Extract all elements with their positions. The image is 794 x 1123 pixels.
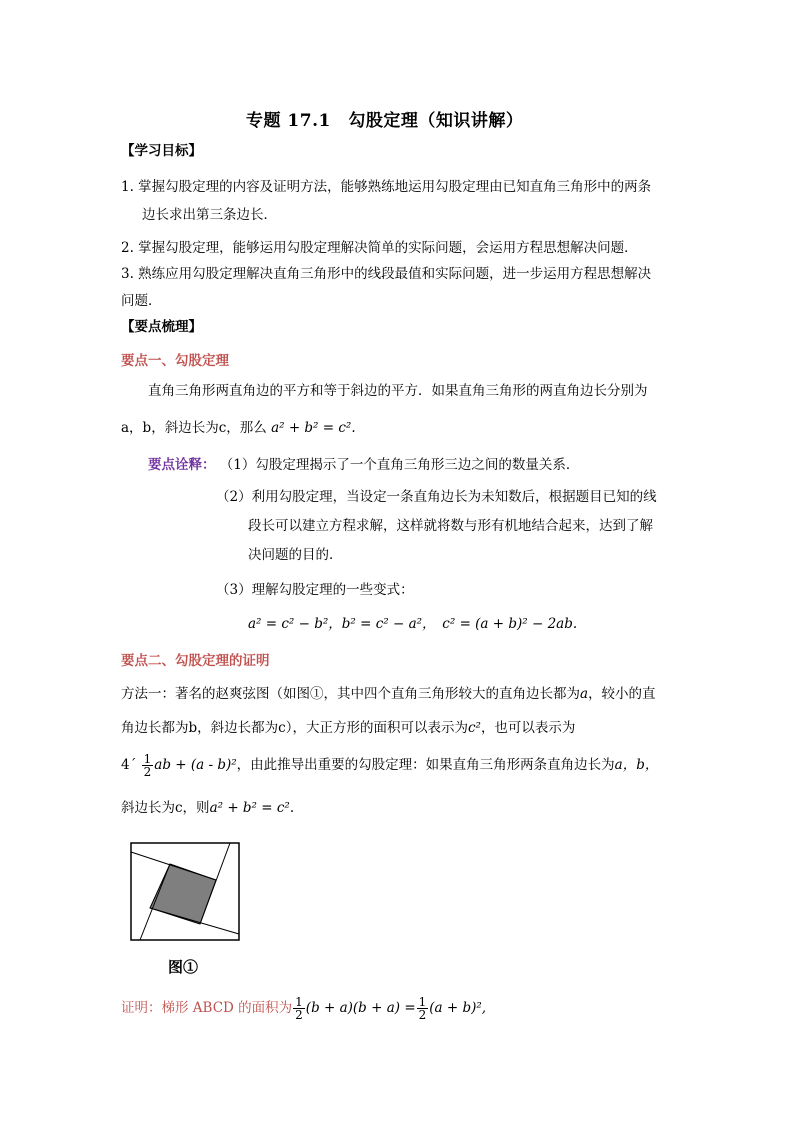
method-1-line-4-text: 斜边长为c，则	[121, 800, 210, 816]
note-3: （3）理解勾股定理的一些变式：	[216, 582, 414, 598]
goal-1-line-1: 1. 掌握勾股定理的内容及证明方法，能够熟练地运用勾股定理由已知直角三角形中的两条	[121, 179, 652, 195]
proof-expression-1: (b + a)(b + a) =	[305, 1000, 416, 1016]
method-1-line-3-vars: a，b，	[614, 757, 659, 773]
proof-fraction-1	[293, 996, 305, 1021]
note-2-line-3: 决问题的目的．	[248, 547, 343, 563]
method-1-text: 方法一：著名的赵爽弦图（如图①，其中四个直角三角形较大的直角边长都为	[121, 686, 580, 702]
proof-expression-2: (a + b)²,	[429, 1000, 487, 1016]
method-1-line-2	[121, 716, 575, 736]
goal-2: 2. 掌握勾股定理，能够运用勾股定理解决简单的实际问题，会运用方程思想解决问题．	[121, 240, 638, 256]
method-1-line-2-text: 角边长都为b，斜边长都为c），大正方形的面积可以表示为	[121, 720, 468, 736]
proof-fraction-1-num: 1	[295, 995, 303, 1009]
fraction-numerator: 1	[143, 752, 152, 766]
method-1-line-4	[121, 796, 294, 816]
method-1-line-1	[121, 682, 656, 702]
proof-text: 证明：梯形 ABCD 的面积为	[121, 1000, 293, 1016]
c-squared: c²	[467, 720, 481, 736]
fraction-denominator: 2	[143, 765, 152, 779]
section-points-heading: 【要点梳理】	[121, 319, 202, 335]
note-1-row	[148, 453, 579, 473]
proof-fraction-2-den: 2	[418, 1008, 427, 1022]
goal-3-line-2: 问题．	[121, 293, 162, 309]
proof-fraction-2	[417, 996, 429, 1021]
note-2-line-1: （2）利用勾股定理，当设定一条直角边长为未知数后，根据题目已知的线	[216, 489, 657, 505]
section-goals-heading: 【学习目标】	[121, 143, 202, 159]
note-label: 要点诠释：	[148, 457, 216, 473]
area-expression: ab + (a - b)²	[154, 757, 237, 773]
zhao-shuang-diagram	[130, 842, 240, 942]
point-1-line-2	[121, 416, 356, 436]
point-1-heading: 要点一、勾股定理	[121, 353, 229, 369]
goal-1-line-2: 边长求出第三条边长．	[142, 207, 277, 223]
proof-fraction-2-num: 1	[418, 995, 427, 1009]
proof-line	[121, 996, 486, 1021]
variant-formulas: a² = c² − b²，b² = c² − a²， c² = (a + b)² − 2ab.	[248, 616, 578, 632]
four-times: 4´	[121, 757, 137, 773]
method-1-line-2-end: ，也可以表示为	[480, 720, 576, 736]
point-1-line-1: 直角三角形两直角边的平方和等于斜边的平方．如果直角三角形的两直角边长分别为	[148, 383, 648, 399]
page-title: 专题 17.1 勾股定理（知识讲解）	[246, 111, 524, 131]
pythagoras-formula-2: a² + b² = c².	[209, 800, 295, 816]
method-1-text-end: ，较小的直	[588, 686, 656, 702]
method-1-var-a: a	[580, 686, 589, 702]
point-2-heading: 要点二、勾股定理的证明	[121, 653, 270, 669]
note-2-line-2: 段长可以建立方程求解，这样就将数与形有机地结合起来，达到了解	[248, 518, 653, 534]
proof-fraction-1-den: 2	[295, 1008, 303, 1022]
note-1: （1）勾股定理揭示了一个直角三角形三边之间的数量关系．	[219, 457, 580, 473]
figure-caption: 图①	[168, 958, 199, 976]
point-1-line-2-text: a，b，斜边长为c，那么	[121, 420, 267, 436]
pythagoras-formula: a² + b² = c².	[271, 420, 356, 436]
one-half-fraction	[142, 753, 154, 778]
method-1-line-3-text: ，由此推导出重要的勾股定理：如果直角三角形两条直角边长为	[236, 757, 615, 773]
method-1-line-3	[121, 753, 658, 778]
goal-3-line-1: 3. 熟练应用勾股定理解决直角三角形中的线段最值和实际问题，进一步运用方程思想解决	[121, 266, 652, 282]
